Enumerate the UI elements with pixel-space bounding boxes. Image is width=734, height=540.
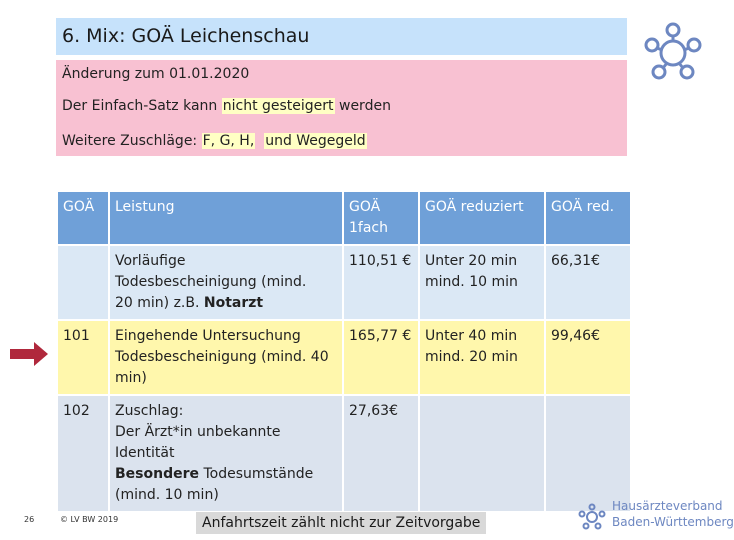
service-line: Vorläufige	[115, 253, 186, 269]
cell-service: Eingehende Untersuchung Todesbescheinigung (mind. 40 min)	[110, 321, 342, 394]
cell-fee: 27,63€	[344, 396, 418, 511]
cell-red: 66,31€	[546, 246, 630, 319]
cell-reduced	[420, 396, 544, 511]
surcharges-prefix: Weitere Zuschläge:	[62, 133, 202, 149]
page-number: 26	[24, 515, 35, 524]
simple-rate-highlight: nicht gesteigert	[222, 98, 334, 114]
header-goa-reduced: GOÄ reduziert	[420, 192, 544, 244]
table-row	[58, 246, 630, 319]
cell-fee: 165,77 €	[344, 321, 418, 394]
service-part: Todesumstände (mind. 10 min)	[115, 466, 314, 503]
change-date-text: Änderung zum 01.01.2020	[62, 66, 250, 82]
table-header-row	[58, 192, 630, 244]
table-row	[58, 321, 630, 394]
header-service: Leistung	[110, 192, 342, 244]
surcharges-text	[62, 133, 367, 149]
cell-reduced: Unter 20 min mind. 10 min	[420, 246, 544, 319]
cell-service	[110, 246, 342, 319]
simple-rate-prefix: Der Einfach-Satz kann	[62, 98, 222, 114]
service-line: 20 min) z.B.	[115, 295, 204, 311]
arrow-right-icon	[10, 342, 48, 366]
table-row	[58, 396, 630, 511]
header-goa-red: GOÄ red.	[546, 192, 630, 244]
cell-red	[546, 396, 630, 511]
copyright-text: © LV BW 2019	[60, 515, 119, 524]
simple-rate-text	[62, 98, 391, 114]
brand-line1: Hausärzteverband	[612, 499, 723, 513]
cell-service	[110, 396, 342, 511]
brand-line2: Baden-Württemberg	[612, 515, 734, 529]
travel-time-note: Anfahrtszeit zählt nicht zur Zeitvorgabe	[196, 512, 486, 534]
header-goa-1fach: GOÄ 1fach	[344, 192, 418, 244]
service-bold: Notarzt	[203, 295, 264, 311]
surcharges-highlight-travel: und Wegegeld	[265, 133, 366, 149]
service-part: Der Ärzt*in unbekannte Identität	[115, 424, 281, 461]
simple-rate-suffix: werden	[334, 98, 391, 114]
cell-goa: 101	[58, 321, 108, 394]
service-part: Zuschlag:	[115, 403, 184, 419]
info-box	[56, 60, 627, 156]
cell-goa: 102	[58, 396, 108, 511]
service-line: Todesbescheinigung (mind.	[115, 274, 307, 290]
cell-fee: 110,51 €	[344, 246, 418, 319]
cell-goa	[58, 246, 108, 319]
goa-fee-table	[56, 190, 632, 513]
brand-emblem-icon	[578, 504, 606, 530]
cell-red: 99,46€	[546, 321, 630, 394]
header-goa: GOÄ	[58, 192, 108, 244]
hausaerzteverband-logo-icon	[639, 20, 707, 86]
cell-reduced: Unter 40 min mind. 20 min	[420, 321, 544, 394]
brand-logo	[578, 498, 734, 538]
surcharges-highlight-fgh: F, G, H,	[202, 133, 255, 149]
service-bold: Besondere	[115, 466, 199, 482]
slide-title: 6. Mix: GOÄ Leichenschau	[56, 18, 627, 55]
